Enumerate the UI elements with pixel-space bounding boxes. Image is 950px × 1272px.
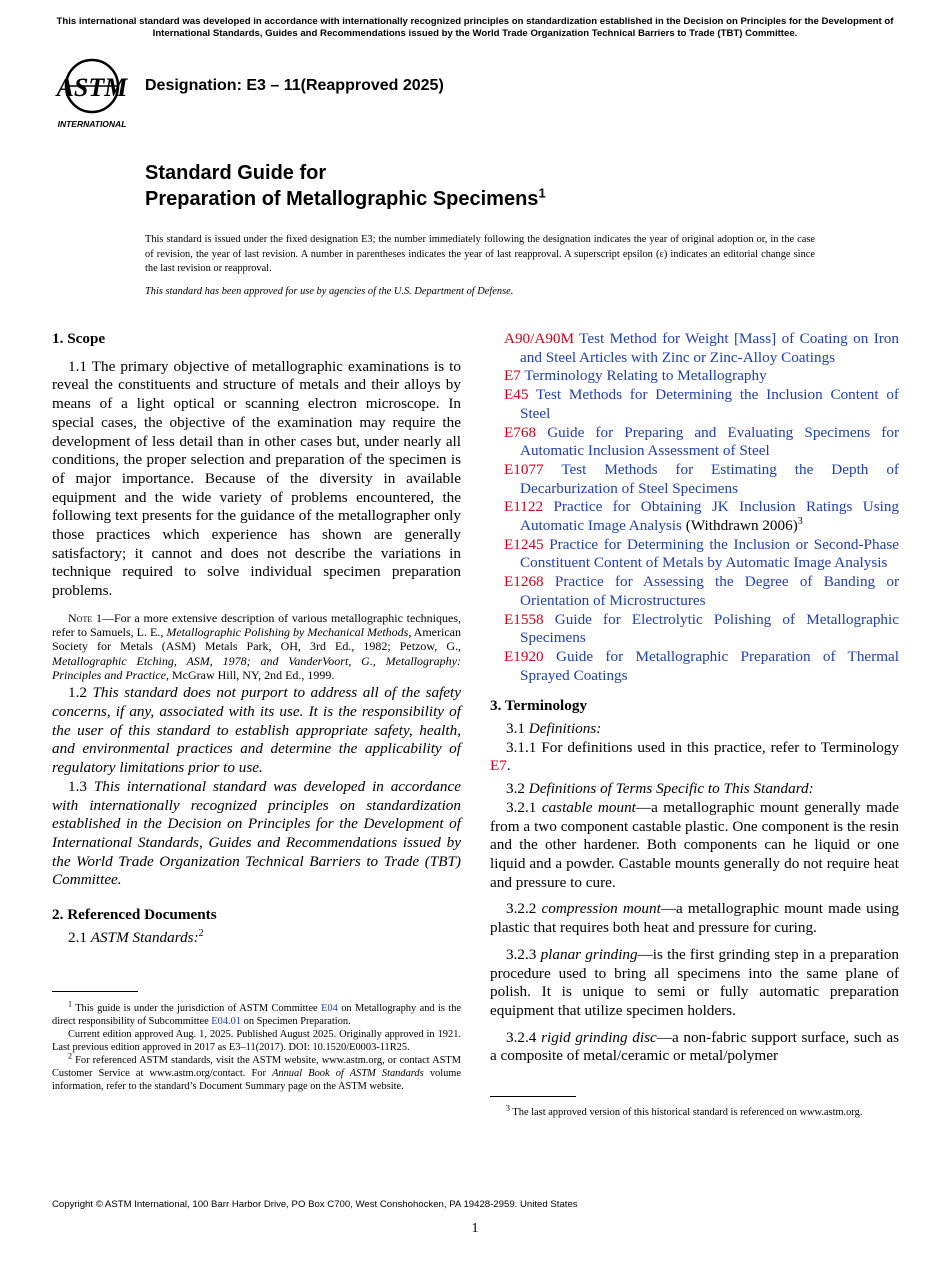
reference-item [490, 461, 899, 498]
footnote-1-edition: Current edition approved Aug. 1, 2025. Published August 2025. Originally approved in 1921. Last previous edition approved in 2017 as E3–11(2017). DOI: 10.1520/E0003-11R25. [52, 1029, 461, 1053]
reference-item [490, 367, 899, 386]
reference-title-link[interactable]: Terminology Relating to Metallography [524, 367, 767, 385]
reference-item [490, 330, 899, 367]
footnote-rule-right [490, 1096, 576, 1097]
definition-text: —a metallographic mount made using plastic that requires both heat and pressure for curing. [490, 900, 900, 937]
reference-item [490, 611, 899, 648]
reference-withdrawn-note: (Withdrawn 2006) [681, 517, 798, 535]
terminology-e7-link[interactable]: E7 [490, 757, 507, 775]
reference-code-link[interactable]: E1558 [504, 610, 544, 628]
referenced-standards-list [490, 330, 899, 685]
footnote-1: $^1$ This guide is under the jurisdiction of ASTM Committee E04 on Metallography and is the direct responsibility of Subcommittee E04.01 on Specimen Preparation. [52, 999, 461, 1027]
title-line-2: Preparation of Metallographic Specimens [145, 188, 539, 210]
paragraph-3-1-1: 3.1.1 For definitions used in this practice, refer to Terminology E7. [490, 738, 899, 775]
reference-title-link[interactable]: Practice for Determining the Inclusion or Second-Phase Constituent Content of Metals by Automatic Image Analysis [520, 535, 899, 572]
definition-paragraph [490, 946, 899, 1021]
reference-code-link[interactable]: E768 [504, 423, 537, 441]
definition-term: castable mount [541, 798, 636, 816]
definition-text: —a non-fabric support surface, such as a composite of metal/ceramic or metal/polymer [490, 1028, 900, 1065]
section-1-heading: 1. Scope [52, 330, 106, 347]
issuance-statement: This standard is issued under the fixed designation E3; the number immediately following the designation indicates the year of original adoption or, in the case of revision, the year of last revision. A number in parentheses indicates the year of last reapproval. A superscript epsilon (ε) indicates an editorial change since the last revision or reapproval. [145, 234, 815, 274]
section-2-heading: 2. Referenced Documents [52, 906, 217, 924]
reference-item [490, 536, 899, 573]
reference-item [490, 573, 899, 610]
reference-item [490, 648, 899, 685]
footnote-3: $^3$ The last approved version of this historical standard is referenced on www.astm.org. [506, 1103, 863, 1118]
footnote-rule-left [52, 991, 138, 992]
definition-number: 3.2.3 [506, 945, 541, 963]
reference-title-link[interactable]: Practice for Assessing the Degree of Banding or Orientation of Microstructures [520, 573, 900, 609]
logo-subtext: INTERNATIONAL [57, 119, 127, 129]
dod-approval: This standard has been approved for use by agencies of the U.S. Department of Defense. [145, 286, 514, 297]
definition-term: rigid grinding disc [541, 1028, 657, 1046]
reference-title-link[interactable]: Guide for Metallographic Preparation of Thermal Sprayed Coatings [520, 647, 900, 684]
astm-international-logo [52, 56, 136, 130]
reference-code-link[interactable]: A90/A90M [504, 330, 575, 347]
paragraph-3-1: 3.1 Definitions: [506, 720, 602, 738]
paragraph-2-1: 2.1 ASTM Standards:$^2$ [68, 927, 204, 946]
reference-title-link[interactable]: Test Methods for Estimating the Depth of Decarburization of Steel Specimens [520, 460, 899, 497]
wto-notice: This international standard was developed in accordance with internationally recognized principles on standardization established in the Decision on Principles for the Development of International Standards, Guides and Recommendations issued by the World Trade Organization Technical Barriers to Trade (TBT) Committee. [56, 16, 894, 39]
page-number: 1 [471, 1221, 479, 1236]
reference-code-link[interactable]: E1077 [504, 460, 544, 478]
reference-code-link[interactable]: E1122 [504, 498, 544, 516]
definition-number: 3.2.4 [506, 1028, 542, 1046]
document-title [145, 160, 546, 212]
definitions-list [490, 799, 899, 1066]
reference-code-link[interactable]: E1245 [504, 535, 544, 553]
definition-number: 3.2.1 [506, 798, 542, 816]
footnote-2: $^2$ For referenced ASTM standards, visit the ASTM website, www.astm.org, or contact ASTM Customer Service at www.astm.org/contact. For Annual Book of ASTM Standards volume information, refer to the standard’s Document Summary page on the ASTM website. [52, 1051, 461, 1092]
reference-footnote-mark: 3 [797, 515, 803, 527]
definition-paragraph [490, 900, 899, 937]
logo-text: ASTM [56, 73, 128, 102]
subcommittee-e04-01-link[interactable]: E04.01 [211, 1016, 242, 1027]
section-3-heading: 3. Terminology [490, 697, 588, 715]
footnotes-right [490, 1103, 899, 1119]
definition-paragraph [490, 799, 899, 893]
definition-term: compression mount [541, 900, 661, 918]
definition-paragraph [490, 1029, 899, 1066]
reference-code-link[interactable]: E1920 [504, 647, 544, 665]
definition-text: —a metallographic mount generally made from a two component castable plastic. One component is the resin and the other hardener. Both components can he liquid or one liquid and a powder. Castable mounts generally do not require heat and pressure to cure. [490, 798, 899, 891]
note-1-label: Note [68, 610, 93, 625]
reference-title-link[interactable]: Guide for Preparing and Evaluating Specimens for Automatic Inclusion Assessment of Steel [520, 423, 899, 460]
paragraph-1-1: 1.1 The primary objective of metallographic examinations is to reveal the constituents and structure of metals and their alloys by means of a light optical or scanning electron microscope. In special cases, the objective of the examination may require the development of less detail than in other cases but, under nearly all conditions, the proper selection and preparation of the specimen is of major importance. Because of the diversity in available equipment and the wide variety of problems encountered, the following text presents for the guidance of the metallographer only those practices which experience has shown are generally satisfactory; it cannot and does not describe the variations in technique required to solve individual specimen preparation problems. [52, 357, 461, 600]
paragraph-1-3: 1.3 This international standard was developed in accordance with internationally recognized principles on standardization established in the Decision on Principles for the Development of International Standards, Guides and Recommendations issued by the World Trade Organization Technical Barriers to Trade (TBT) Committee. [52, 777, 461, 889]
reference-title-link[interactable]: Practice for Obtaining JK Inclusion Ratings Using Automatic Image Analysis [520, 498, 900, 535]
paragraph-1-2: 1.2 This standard does not purport to address all of the safety concerns, if any, associated with its use. It is the responsibility of the user of this standard to establish appropriate safety, health, and environmental practices and determine the applicability of regulatory limitations prior to use. [52, 684, 462, 777]
definition-number: 3.2.2 [506, 900, 542, 918]
footnotes-left [52, 999, 461, 1093]
note-1: Note 1—For a more extensive description of various metallographic techniques, refer to Samuels, L. E., Metallographic Polishing by Mechanical Methods, American Society for Metals (ASM) Metals Park, OH, 3rd Ed., 1982; Petzow, G., Metallographic Etching, ASM, 1978; and VanderVoort, G., Metallography: Principles and Practice, McGraw Hill, NY, 2nd Ed., 1999. [52, 610, 461, 683]
copyright-notice: Copyright © ASTM International, 100 Barr Harbor Drive, PO Box C700, West Conshohocken, PA 19428-2959. United States [52, 1199, 578, 1210]
paragraph-3-2: 3.2 Definitions of Terms Specific to This Standard: [506, 780, 814, 798]
reference-code-link[interactable]: E1268 [504, 573, 544, 591]
reference-item [490, 386, 899, 423]
reference-title-link[interactable]: Guide for Electrolytic Polishing of Metallographic Specimens [520, 610, 899, 647]
reference-item [490, 498, 899, 535]
reference-title-link[interactable]: Test Methods for Determining the Inclusion Content of Steel [520, 386, 899, 422]
committee-e04-link[interactable]: E04 [321, 1003, 338, 1014]
reference-code-link[interactable]: E7 [504, 367, 521, 385]
left-column [52, 330, 461, 947]
definition-term: planar grinding [540, 945, 638, 963]
title-line-1: Standard Guide for [145, 162, 327, 184]
designation: Designation: E3 – 11(Reapproved 2025) [145, 77, 444, 94]
reference-code-link[interactable]: E45 [504, 386, 529, 404]
reference-item [490, 424, 899, 461]
definition-text: —is the first grinding step in a preparation procedure used to bring all specimens into the same plane of polish. It is unique to semi or fully automatic preparation equipment that utilize specimen holders. [490, 945, 899, 1019]
right-column [490, 330, 899, 1066]
reference-title-link[interactable]: Test Method for Weight [Mass] of Coating on Iron and Steel Articles with Zinc or Zinc-Alloy Coatings [520, 330, 899, 366]
title-footnote-mark: 1 [538, 185, 546, 201]
